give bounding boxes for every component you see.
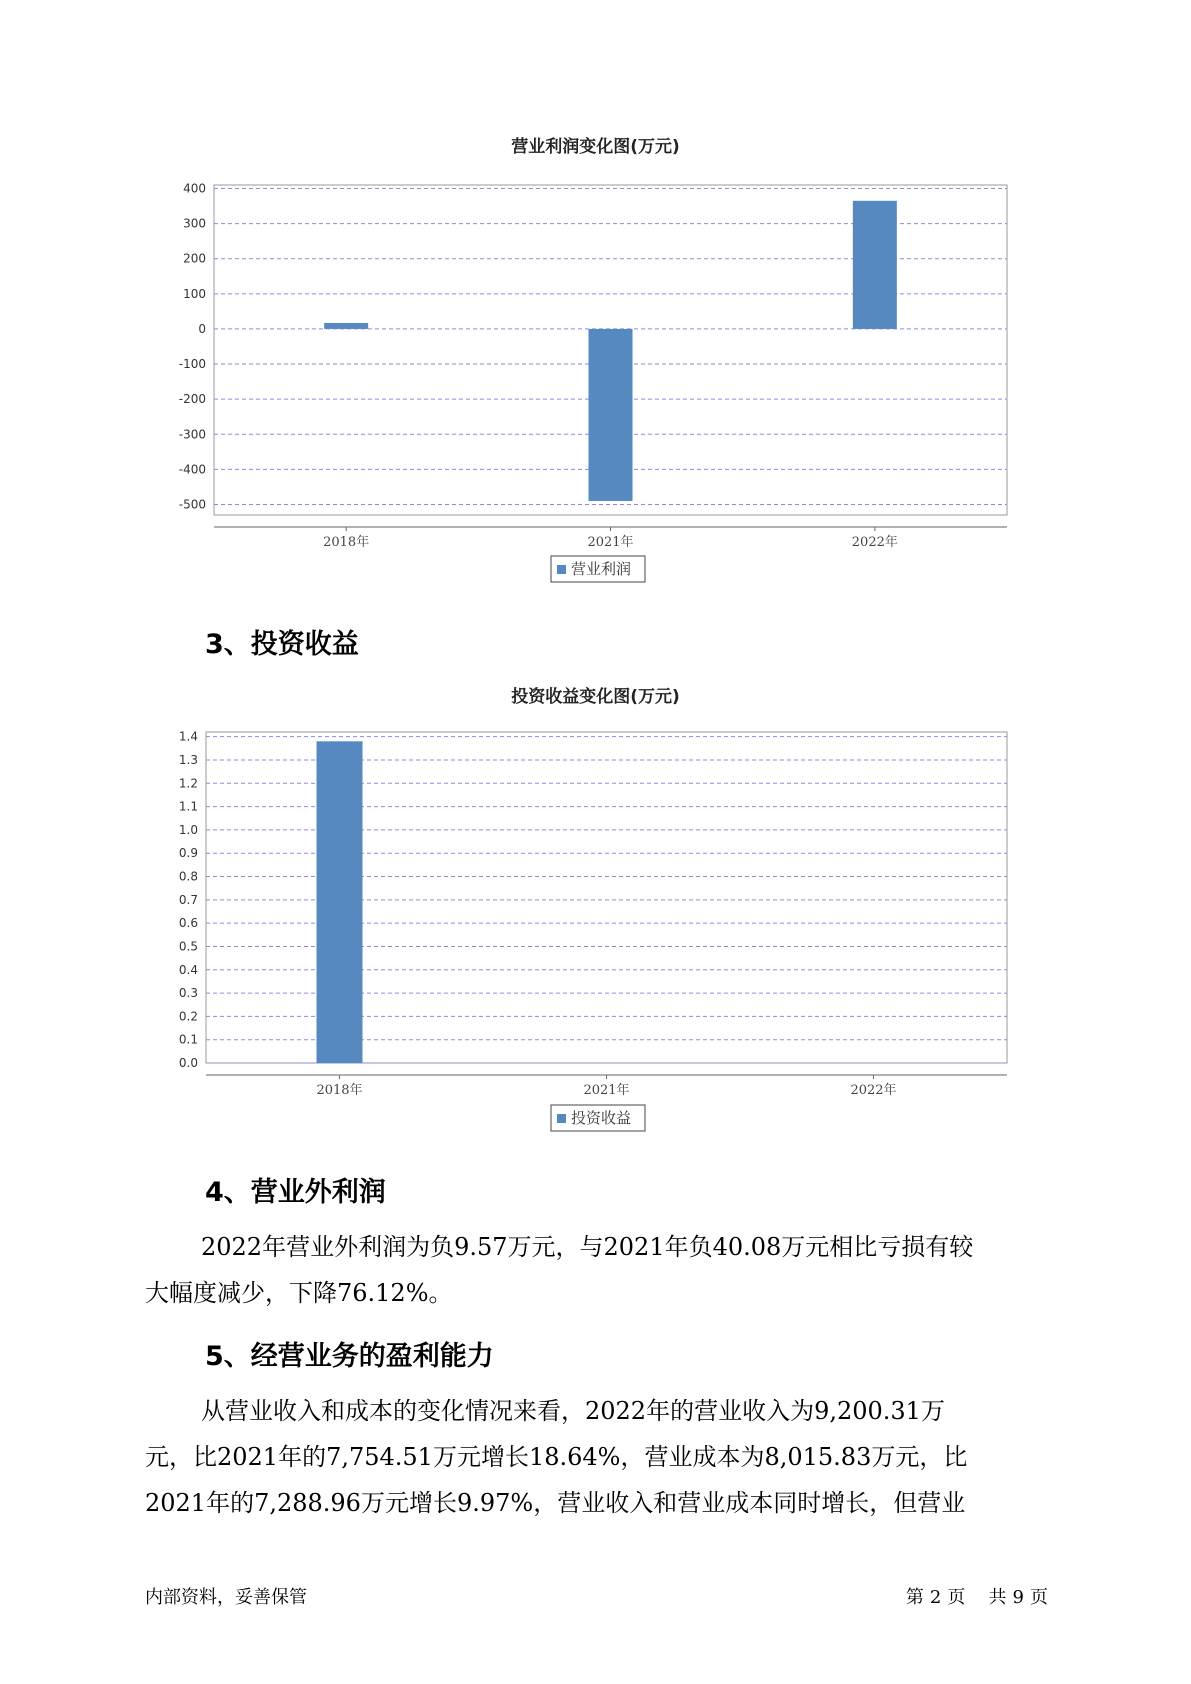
y-tick-label: 0.9 xyxy=(178,846,198,861)
paragraph-line: 从营业收入和成本的变化情况来看，2022年的营业收入为9,200.31万 xyxy=(201,1397,945,1425)
paragraph-line: 2022年营业外利润为负9.57万元，与2021年负40.08万元相比亏损有较 xyxy=(201,1233,974,1261)
chart-title-operating-profit: 营业利润变化图(万元) xyxy=(511,137,680,157)
y-tick-label: -400 xyxy=(178,462,206,477)
y-tick-label: 400 xyxy=(183,181,206,196)
y-tick-label: -100 xyxy=(178,357,206,372)
legend-label: 营业利润 xyxy=(571,560,632,578)
x-tick-label: 2018年 xyxy=(316,1083,363,1098)
y-tick-label: 0.5 xyxy=(178,939,198,954)
y-tick-label: 0.8 xyxy=(178,869,198,884)
y-tick-label: 0.6 xyxy=(178,916,198,931)
y-tick-label: 0.2 xyxy=(178,1009,198,1024)
y-tick-label: 1.1 xyxy=(178,799,198,814)
heading-non-operating-profit: 4、营业外利润 xyxy=(205,1177,386,1208)
x-tick-label: 2021年 xyxy=(583,1083,630,1098)
y-tick-label: -300 xyxy=(178,427,206,442)
chart-legend xyxy=(551,1105,645,1131)
y-tick-label: 0 xyxy=(198,321,206,336)
x-tick-label: 2018年 xyxy=(323,535,370,550)
paragraph-line: 2021年的7,288.96万元增长9.97%，营业收入和营业成本同时增长，但营业 xyxy=(145,1489,966,1517)
bar-2018年 xyxy=(317,741,363,1063)
total-prefix: 共 xyxy=(988,1587,1007,1608)
y-tick-label: 200 xyxy=(183,251,206,266)
x-tick-label: 2022年 xyxy=(850,1083,897,1098)
y-tick-label: 0.4 xyxy=(178,962,198,977)
y-tick-label: 1.4 xyxy=(178,729,198,744)
paragraph-line: 元，比2021年的7,754.51万元增长18.64%，营业成本为8,015.83万元，比 xyxy=(145,1443,968,1471)
page-number: 2 xyxy=(929,1587,942,1608)
footer-page-info xyxy=(903,1583,1051,1609)
legend-swatch xyxy=(557,1114,566,1123)
y-tick-label: -200 xyxy=(178,392,206,407)
x-tick-label: 2021年 xyxy=(587,535,634,550)
y-tick-label: 0.1 xyxy=(178,1032,198,1047)
y-tick-label: 1.0 xyxy=(178,822,198,837)
page-suffix: 页 xyxy=(947,1587,966,1608)
y-tick-label: -500 xyxy=(178,497,206,512)
paragraph-operating-profitability xyxy=(145,1388,1065,1526)
y-tick-label: 1.2 xyxy=(178,776,198,791)
y-tick-label: 300 xyxy=(183,216,206,231)
heading-operating-profitability: 5、经营业务的盈利能力 xyxy=(205,1341,494,1372)
y-tick-label: 0.3 xyxy=(178,986,198,1001)
y-tick-label: 100 xyxy=(183,286,206,301)
paragraph-non-operating-profit xyxy=(145,1224,1065,1316)
y-tick-label: 0.0 xyxy=(178,1056,198,1070)
x-tick-label: 2022年 xyxy=(851,535,898,550)
paragraph-line: 大幅度减少，下降76.12%。 xyxy=(145,1279,453,1307)
heading-investment-income: 3、投资收益 xyxy=(205,629,359,660)
y-tick-label: 1.3 xyxy=(178,752,198,767)
page-prefix: 第 xyxy=(905,1587,924,1608)
total-suffix: 页 xyxy=(1030,1587,1048,1608)
total-pages: 9 xyxy=(1012,1587,1024,1608)
footer-confidential-note: 内部资料，妥善保管 xyxy=(145,1587,307,1608)
y-tick-label: 0.7 xyxy=(178,892,198,907)
chart-title-investment-income: 投资收益变化图(万元) xyxy=(511,687,680,707)
legend-label: 投资收益 xyxy=(571,1109,632,1127)
